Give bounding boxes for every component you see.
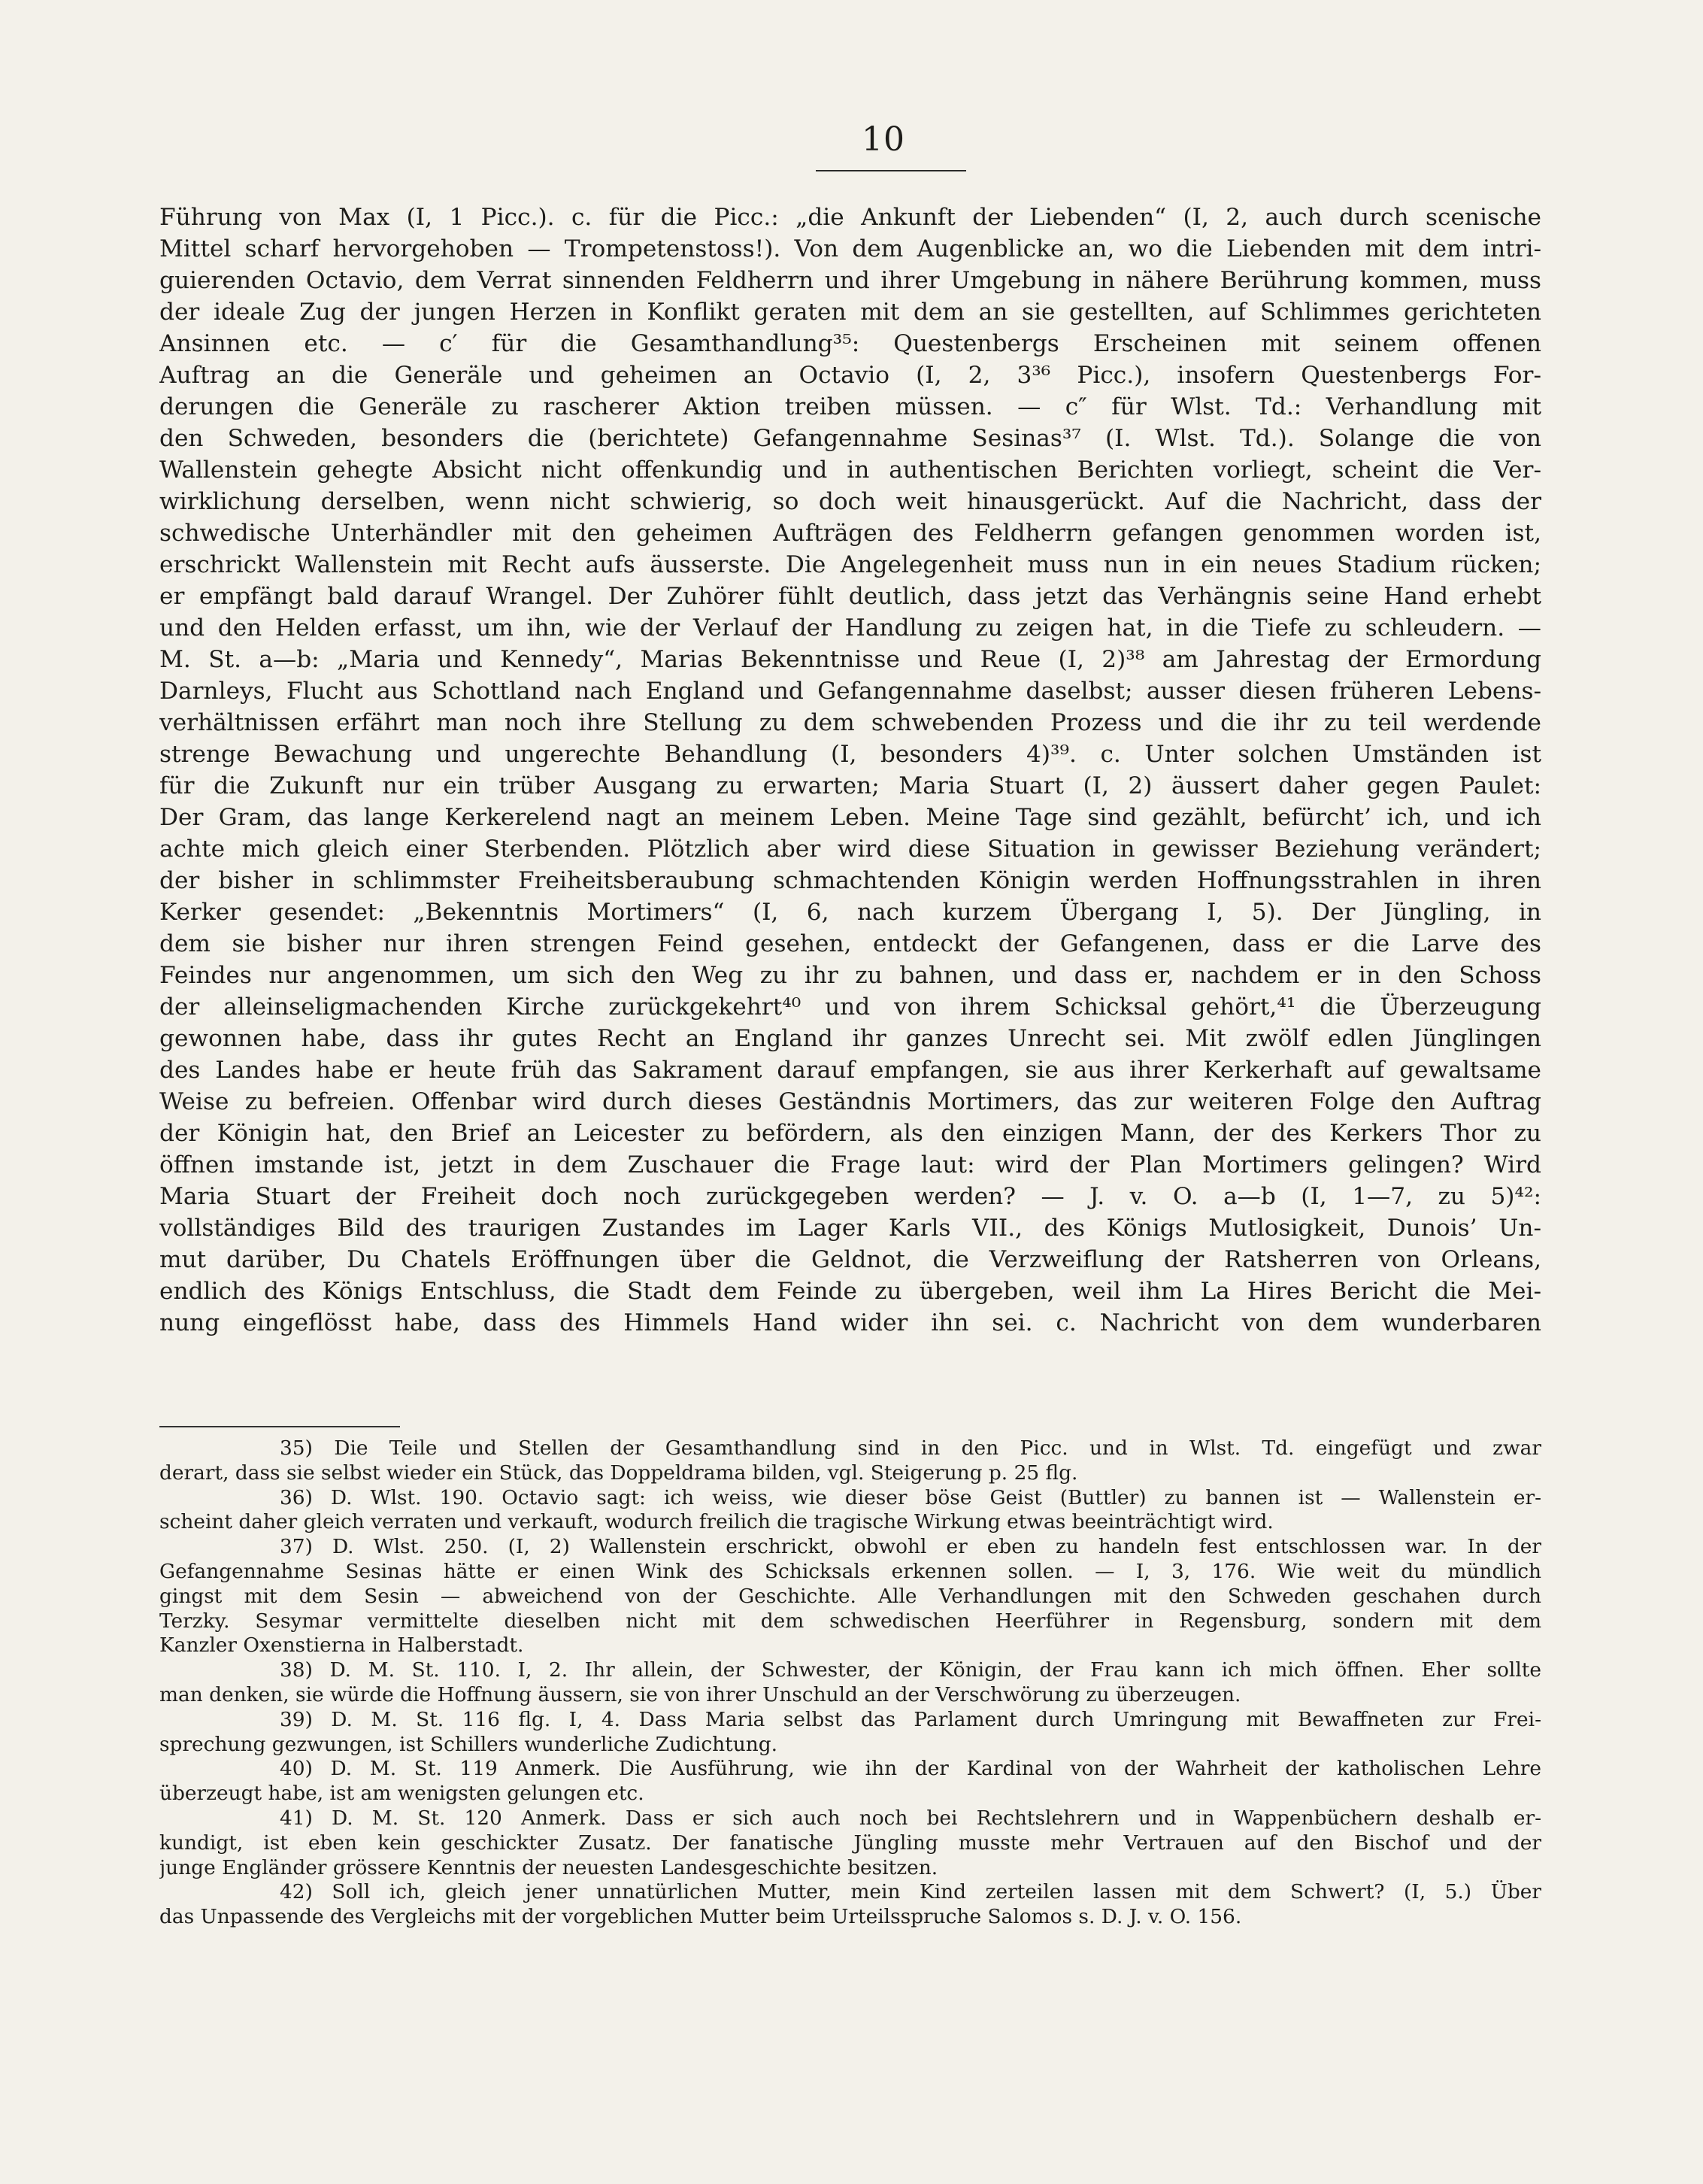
body-line: verhältnissen erfährt man noch ihre Stellung zu dem schwebenden Prozess und die ihr zu teil werdende <box>159 709 1541 736</box>
body-line: gewonnen habe, dass ihr gutes Recht an England ihr ganzes Unrecht sei. Mit zwölf edlen Jünglingen <box>159 1025 1541 1052</box>
body-line: M. St. a—b: „Maria und Kennedy“, Marias Bekenntnisse und Reue (I, 2)³⁸ am Jahrestag der Ermordung <box>159 646 1541 673</box>
footnote-line: scheint daher gleich verraten und verkauft, wodurch freilich die tragische Wirkung etwas beeinträchtigt wird. <box>159 1510 1274 1534</box>
footnote-line: 38) D. M. St. 110. I, 2. Ihr allein, der Schwester, der Königin, der Frau kann ich mich öffnen. Eher sollte <box>280 1658 1541 1682</box>
body-line: guierenden Octavio, dem Verrat sinnenden Feldherrn und ihrer Umgebung in nähere Berührung kommen, muss <box>159 267 1541 294</box>
body-line: Der Gram, das lange Kerkerelend nagt an meinem Leben. Meine Tage sind gezählt, befürcht’ ich, und ich <box>159 804 1541 831</box>
footnote-line: Terzky. Sesymar vermittelte dieselben nicht mit dem schwedischen Heerführer in Regensburg, sondern mit dem <box>159 1609 1541 1633</box>
footnote-line: überzeugt habe, ist am wenigsten gelungen etc. <box>159 1782 644 1806</box>
body-line: endlich des Königs Entschluss, die Stadt dem Feinde zu übergeben, weil ihm La Hires Bericht die Mei- <box>159 1278 1541 1305</box>
body-line: Führung von Max (I, 1 Picc.). c. für die Picc.: „die Ankunft der Liebenden“ (I, 2, auch durch scenische <box>159 204 1541 231</box>
page-number-rule <box>816 170 966 171</box>
footnote-line: man denken, sie würde die Hoffnung äussern, sie von ihrer Unschuld an der Verschwörung zu überzeugen. <box>159 1682 1241 1706</box>
body-line: Kerker gesendet: „Bekenntnis Mortimers“ (I, 6, nach kurzem Übergang I, 5). Der Jüngling, in <box>159 899 1541 926</box>
footnote-line: 39) D. M. St. 116 flg. I, 4. Dass Maria selbst das Parlament durch Umringung mit Bewaffneten zur Frei- <box>280 1707 1541 1731</box>
body-line: Feindes nur angenommen, um sich den Weg zu ihr zu bahnen, und dass er, nachdem er in den Schoss <box>159 962 1541 989</box>
footnote-line: 35) Die Teile und Stellen der Gesamthandlung sind in den Picc. und in Wlst. Td. eingefügt und zwar <box>280 1436 1541 1460</box>
body-line: und den Helden erfasst, um ihn, wie der Verlauf der Handlung zu zeigen hat, in die Tiefe zu schleudern. — <box>159 614 1541 642</box>
body-line: wirklichung derselben, wenn nicht schwierig, so doch weit hinausgerückt. Auf die Nachricht, dass der <box>159 488 1541 515</box>
body-line: derungen die Generäle zu rascherer Aktion treiben müssen. — c″ für Wlst. Td.: Verhandlung mit <box>159 393 1541 420</box>
body-line: strenge Bewachung und ungerechte Behandlung (I, besonders 4)³⁹. c. Unter solchen Umständen ist <box>159 741 1541 768</box>
footnote-line: kundigt, ist eben kein geschickter Zusatz. Der fanatische Jüngling musste mehr Vertrauen auf den Bischof und der <box>159 1831 1541 1855</box>
body-line: öffnen imstande ist, jetzt in dem Zuschauer die Frage laut: wird der Plan Mortimers gelingen? Wird <box>159 1151 1541 1178</box>
footnote-line: das Unpassende des Vergleichs mit der vorgeblichen Mutter beim Urteilsspruche Salomos s. D. J. v. O. 156. <box>159 1905 1242 1929</box>
footnote-line: 41) D. M. St. 120 Anmerk. Dass er sich auch noch bei Rechtslehrern und in Wappenbüchern deshalb er- <box>280 1806 1541 1830</box>
body-line: Darnleys, Flucht aus Schottland nach England und Gefangennahme daselbst; ausser diesen früheren Lebens- <box>159 678 1541 705</box>
body-line: Auftrag an die Generäle und geheimen an Octavio (I, 2, 3³⁶ Picc.), insofern Questenbergs For- <box>159 362 1541 389</box>
footnote-line: 36) D. Wlst. 190. Octavio sagt: ich weiss, wie dieser böse Geist (Buttler) zu bannen ist — Wallenstein er- <box>280 1485 1541 1509</box>
body-line: er empfängt bald darauf Wrangel. Der Zuhörer fühlt deutlich, dass jetzt das Verhängnis seine Hand erhebt <box>159 583 1541 610</box>
footnote-line: derart, dass sie selbst wieder ein Stück, das Doppeldrama bilden, vgl. Steigerung p. 25 flg. <box>159 1461 1078 1485</box>
body-line: Weise zu befreien. Offenbar wird durch dieses Geständnis Mortimers, das zur weiteren Folge den Auftrag <box>159 1088 1541 1115</box>
body-line: dem sie bisher nur ihren strengen Feind gesehen, entdeckt der Gefangenen, dass er die Larve des <box>159 930 1541 957</box>
body-line: Mittel scharf hervorgehoben — Trompetenstoss!). Von dem Augenblicke an, wo die Liebenden mit dem intri- <box>159 235 1541 262</box>
footnote-line: 42) Soll ich, gleich jener unnatürlichen Mutter, mein Kind zerteilen lassen mit dem Schwert? (I, 5.) Über <box>280 1880 1541 1904</box>
footnotes <box>159 1436 1541 1930</box>
footnote-line: Gefangennahme Sesinas hätte er einen Wink des Schicksals erkennen sollen. — I, 3, 176. Wie weit du mündlich <box>159 1559 1541 1583</box>
footnote-line: junge Engländer grössere Kenntnis der neuesten Landesgeschichte besitzen. <box>159 1855 938 1879</box>
body-line: mut darüber, Du Chatels Eröffnungen über die Geldnot, die Verzweiflung der Ratsherren von Orleans, <box>159 1246 1541 1273</box>
body-line: der alleinseligmachenden Kirche zurückgekehrt⁴⁰ und von ihrem Schicksal gehört,⁴¹ die Überzeugung <box>159 993 1541 1021</box>
footnote-rule <box>159 1426 400 1427</box>
body-line: den Schweden, besonders die (berichtete) Gefangennahme Sesinas³⁷ (I. Wlst. Td.). Solange die von <box>159 425 1541 452</box>
body-line: Ansinnen etc. — c′ für die Gesamthandlung³⁵: Questenbergs Erscheinen mit seinem offenen <box>159 330 1541 357</box>
body-line: der ideale Zug der jungen Herzen in Konflikt geraten mit dem an sie gestellten, auf Schlimmes gerichteten <box>159 299 1541 326</box>
body-text <box>159 202 1541 1339</box>
body-line: der Königin hat, den Brief an Leicester zu befördern, als den einzigen Mann, der des Kerkers Thor zu <box>159 1120 1541 1147</box>
body-line: vollständiges Bild des traurigen Zustandes im Lager Karls VII., des Königs Mutlosigkeit, Dunois’ Un- <box>159 1215 1541 1242</box>
body-line: achte mich gleich einer Sterbenden. Plötzlich aber wird diese Situation in gewisser Beziehung verändert; <box>159 836 1541 863</box>
body-line: schwedische Unterhändler mit den geheimen Aufträgen des Feldherrn gefangen genommen worden ist, <box>159 520 1541 547</box>
footnote-line: gingst mit dem Sesin — abweichend von der Geschichte. Alle Verhandlungen mit den Schweden geschahen durch <box>159 1584 1541 1608</box>
footnote-line: sprechung gezwungen, ist Schillers wunderliche Zudichtung. <box>159 1732 778 1756</box>
body-line: Wallenstein gehegte Absicht nicht offenkundig und in authentischen Berichten vorliegt, scheint die Ver- <box>159 457 1541 484</box>
body-line: für die Zukunft nur ein trüber Ausgang zu erwarten; Maria Stuart (I, 2) äussert daher gegen Paulet: <box>159 772 1541 799</box>
body-line: der bisher in schlimmster Freiheitsberaubung schmachtenden Königin werden Hoffnungsstrahlen in ihren <box>159 867 1541 894</box>
page-number: 10 <box>862 120 905 159</box>
footnote-line: Kanzler Oxenstierna in Halberstadt. <box>159 1633 524 1658</box>
body-line: erschrickt Wallenstein mit Recht aufs äusserste. Die Angelegenheit muss nun in ein neues Stadium rücken; <box>159 551 1541 578</box>
body-line: des Landes habe er heute früh das Sakrament darauf empfangen, sie aus ihrer Kerkerhaft auf gewaltsame <box>159 1057 1541 1084</box>
body-line: nung eingeflösst habe, dass des Himmels Hand wider ihn sei. c. Nachricht von dem wunderbaren <box>159 1309 1541 1336</box>
body-line: Maria Stuart der Freiheit doch noch zurückgegeben werden? — J. v. O. a—b (I, 1—7, zu 5)⁴²: <box>159 1183 1541 1210</box>
footnote-line: 40) D. M. St. 119 Anmerk. Die Ausführung, wie ihn der Kardinal von der Wahrheit der katholischen Lehre <box>280 1757 1541 1781</box>
footnote-line: 37) D. Wlst. 250. (I, 2) Wallenstein erschrickt, obwohl er eben zu handeln fest entschlossen war. In der <box>280 1535 1541 1559</box>
